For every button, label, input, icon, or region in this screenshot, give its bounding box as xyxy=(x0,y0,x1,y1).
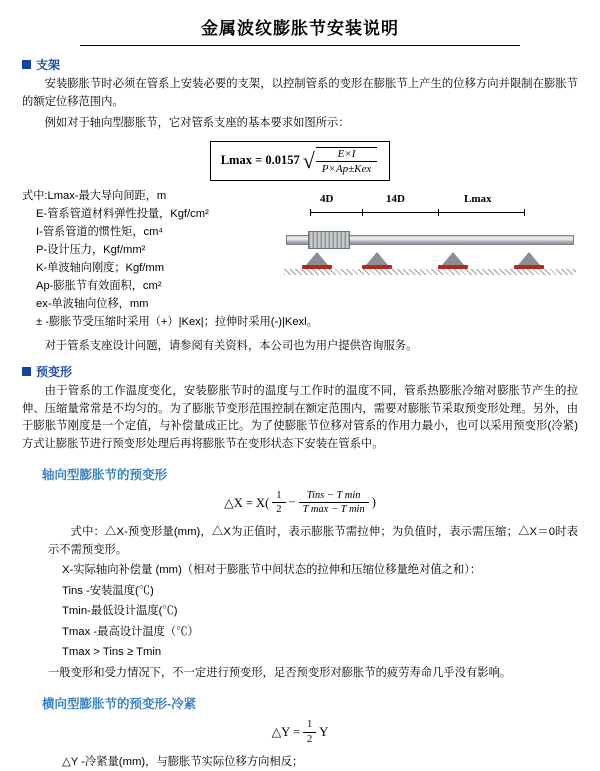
predeform-paragraph: 由于管系的工作温度变化，安装膨胀节时的温度与工作时的温度不同，管系热膨胀冷缩对膨胀节产生的拉伸、压缩量常常是不均匀的。为了膨胀节变形范围控制在额定范围内，需要对膨胀节采取预变形处理。另外，由于膨胀节刚度是一个定值，与补偿量成正比。为了使膨胀节位移对管系的作用力最小，也可以采用预变形(冷紧)方式让膨胀节进行预变形处理后再将膨胀节在变形状态下安装在管系中。 xyxy=(22,385,578,450)
axial-note-6: 一般变形和受力情况下，不一定进行预变形，足否预变形对膨胀节的疲劳寿命几乎没有影响。 xyxy=(48,666,512,679)
axial-note-3: Tmin-最低设计温度(℃) xyxy=(62,605,178,618)
formula-axial-minus: − xyxy=(288,495,296,510)
support-triangle xyxy=(442,252,464,265)
legend-line-2: I-管系管道的惯性矩，cm⁴ xyxy=(36,225,164,238)
legend-and-figure xyxy=(22,187,578,332)
pipe-diagram xyxy=(278,217,578,277)
dim-segment-4d xyxy=(310,212,362,213)
blue-square-icon xyxy=(22,60,31,69)
page-title: 金属波纹膨胀节安装说明 xyxy=(201,19,399,38)
legend-list xyxy=(22,187,318,332)
support-anchor-2 xyxy=(362,251,392,269)
formula-axial-half-den: 2 xyxy=(276,504,282,516)
subheading-lateral: 横向型膨胀节的预变形-冷紧 xyxy=(42,697,197,712)
dim-segment-lmax xyxy=(438,212,524,213)
axial-note-5: Tmax > Tins ≥ Tmin xyxy=(62,646,162,659)
figure-label-14d: 14D xyxy=(386,192,405,205)
support-anchor-4 xyxy=(514,251,544,269)
support-triangle xyxy=(518,252,540,265)
title-divider xyxy=(80,45,520,46)
figure-dimension-labels xyxy=(304,193,578,209)
support-design-note: 对于管系支座设计问题，请参阅有关资料，本公司也为用户提供咨询服务。 xyxy=(44,339,418,352)
support-paragraph-1: 安装膨胀节时必须在管系上安装必要的支架，以控制管系的变形在膨胀节上产生的位移方向并限制在膨胀节的额定位移范围内。 xyxy=(22,78,578,108)
formula-lateral-rhs: Y xyxy=(319,724,329,739)
sqrt-icon: √ xyxy=(302,147,315,173)
axial-note-0: 式中：△X-预变形量(mm)，△X为正值时，表示膨胀节需拉伸；为负值时，表示需压缩；△X＝0时表示不需预变形。 xyxy=(48,526,578,556)
support-anchor-3 xyxy=(438,251,468,269)
formula-lmax-lhs: Lmax = 0.0157 xyxy=(220,153,300,167)
bellows-element xyxy=(308,231,350,249)
formula-lmax xyxy=(22,141,578,181)
document-body xyxy=(0,56,600,771)
formula-lmax-fraction xyxy=(316,147,378,175)
legend-line-3: P-设计压力，Kgf/mm² xyxy=(36,243,146,256)
legend-line-4: K-单波轴向刚度；Kgf/mm xyxy=(36,262,165,275)
axial-notes xyxy=(22,524,578,682)
support-triangle xyxy=(366,252,388,265)
blue-square-icon xyxy=(22,367,31,376)
formula-lateral-num: 1 xyxy=(303,718,316,732)
legend-line-0: 式中:Lmax-最大导向间距，m xyxy=(22,189,167,202)
legend-line-1: E-管系管道材料弹性投量，Kgf/cm² xyxy=(36,207,209,220)
formula-axial-half xyxy=(272,489,285,516)
axial-note-4: Tmax -最高设计温度（℃） xyxy=(62,625,199,638)
formula-axial-half-num: 1 xyxy=(272,489,285,503)
formula-axial-rhs: ) xyxy=(371,495,376,510)
section-heading-predeform xyxy=(22,363,578,380)
legend-line-7: ± -膨胀节受压缩时采用（+）|Kex|；拉伸时采用(-)|Kexl。 xyxy=(36,316,318,329)
formula-lateral-half xyxy=(303,718,316,745)
formula-axial-lhs: △X = X( xyxy=(224,495,270,510)
document-page xyxy=(0,14,600,768)
support-triangle xyxy=(306,252,328,265)
formula-lmax-denominator: P×Ap±Kex xyxy=(321,162,372,175)
formula-axial xyxy=(22,489,578,516)
section-heading-predeform-label: 预变形 xyxy=(36,365,73,380)
sqrt-group xyxy=(303,147,378,175)
support-paragraph-2: 例如对于轴向型膨胀节，它对管系支座的基本要求如图所示： xyxy=(44,117,350,129)
section-heading-support-label: 支架 xyxy=(36,58,61,72)
formula-lateral xyxy=(22,718,578,745)
subheading-axial: 轴向型膨胀节的预变形 xyxy=(42,468,168,483)
formula-axial-temp-den: T max − T min xyxy=(302,504,365,516)
support-anchor-1 xyxy=(302,251,332,269)
axial-note-2: Tins -安装温度(℃) xyxy=(62,584,154,597)
formula-lateral-den: 2 xyxy=(307,733,313,745)
dim-segment-14d xyxy=(362,212,438,213)
ground-hatching xyxy=(284,269,576,275)
dim-tick-4 xyxy=(524,209,525,216)
lateral-note: △Y -冷紧量(mm)，与膨胀节实际位移方向相反； xyxy=(62,755,304,768)
axial-note-1: X-实际轴向补偿量 (mm)（相对于膨胀节中间状态的拉伸和压缩位移量绝对值之和）： xyxy=(62,564,482,577)
legend-line-6: ex-单波轴向位移，mm xyxy=(36,298,149,311)
formula-lateral-lhs: △Y = xyxy=(271,725,301,739)
figure-label-lmax: Lmax xyxy=(464,192,492,205)
legend-line-5: Ap-膨胀节有效面积，cm² xyxy=(36,280,162,293)
formula-axial-temp-fraction xyxy=(299,489,369,516)
figure-dimension-lines xyxy=(304,209,578,217)
formula-axial-temp-num: Tins − T min xyxy=(299,489,369,503)
pipe-support-figure xyxy=(278,187,578,277)
formula-lmax-numerator: E×I xyxy=(316,148,378,162)
section-heading-support xyxy=(22,56,578,73)
figure-label-4d: 4D xyxy=(320,192,334,205)
